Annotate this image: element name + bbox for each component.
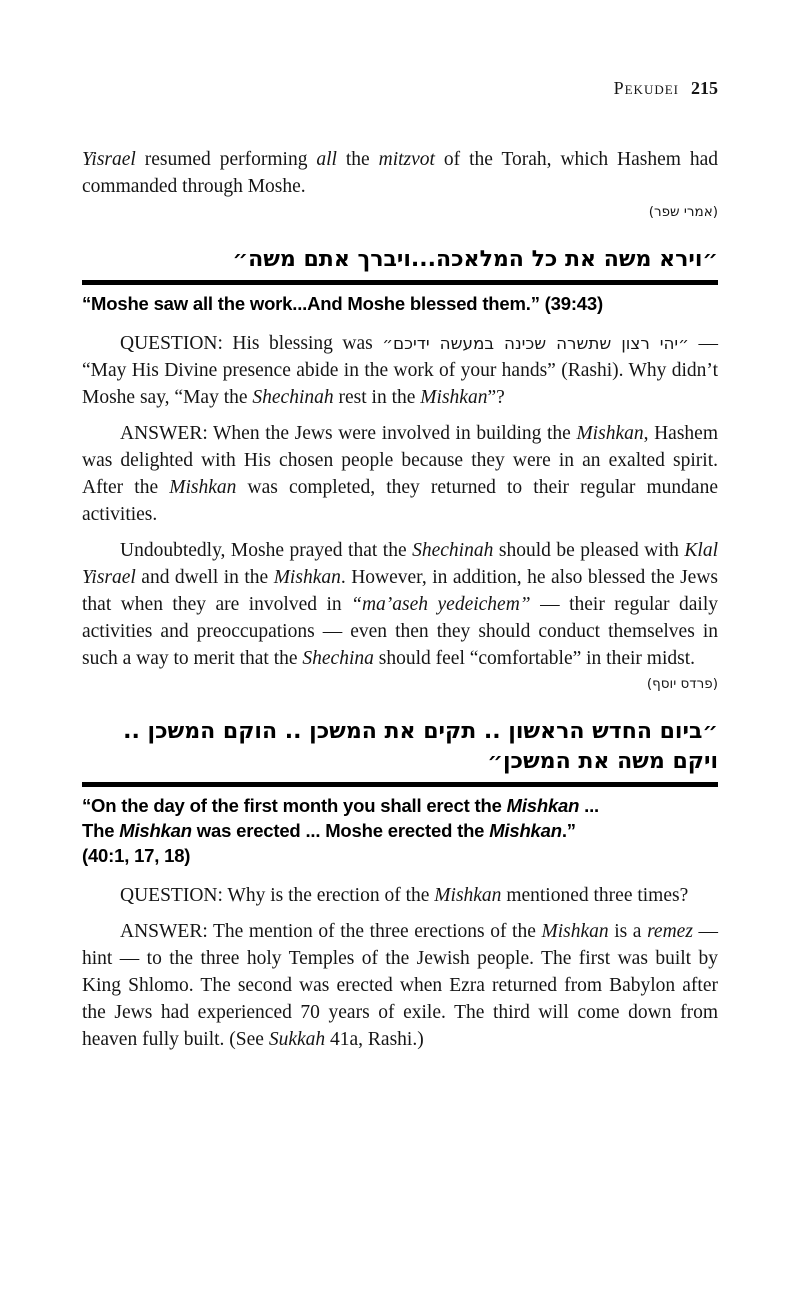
parsha-name: Pekudei — [613, 78, 679, 98]
english-verse-heading: “On the day of the first month you shall erect the Mishkan ... The Mishkan was erected ... Moshe erected the Mishkan.” (40:1, 17, 18) — [82, 795, 599, 866]
hebrew-verse-heading: ״ביום החדש הראשון .. תקים את המשכן .. הוקם המשכן .. ויקם משה את המשכן״ — [123, 719, 718, 774]
source-citation: (אמרי שפר) — [648, 204, 718, 220]
page-number: 215 — [691, 78, 718, 98]
page-header — [82, 78, 718, 98]
answer-paragraph: ANSWER: When the Jews were involved in building the Mishkan, Hashem was delighted with His chosen people because they were in an exalted spirit. After the Mishkan was completed, they returned to their regular mundane activities. — [82, 423, 718, 525]
heading-divider — [82, 782, 718, 787]
question-paragraph: QUESTION: Why is the erection of the Mishkan mentioned three times? — [120, 885, 689, 906]
english-verse-heading: “Moshe saw all the work...And Moshe blessed them.” (39:43) — [82, 293, 603, 314]
commentary-paragraph: Undoubtedly, Moshe prayed that the Shechinah should be pleased with Klal Yisrael and dwell in the Mishkan. However, in addition, he also blessed the Jews that when they are involved in “ma’aseh yedeichem” — their regular daily activities and preoccupations — even then they should conduct themselves in such a way to merit that the Shechina should feel “comfortable” in their midst. — [82, 540, 718, 669]
intro-paragraph: Yisrael resumed performing all the mitzvot of the Torah, which Hashem had commanded through Moshe. — [82, 149, 718, 197]
heading-divider — [82, 280, 718, 285]
book-page — [82, 0, 718, 1053]
commentary-section-2 — [82, 717, 718, 1053]
commentary-section-1 — [82, 245, 718, 693]
hebrew-verse-heading: ״וירא משה את כל המלאכה...ויברך אתם משה״ — [232, 247, 718, 272]
question-paragraph: QUESTION: His blessing was ״יהי רצון שתשרה שכינה במעשה ידיכם״ — “May His Divine presence abide in the work of your hands” (Rashi). Why didn’t Moshe say, “May the Shechinah rest in the Mishkan”? — [82, 333, 718, 408]
source-citation: (פרדס יוסף) — [646, 676, 718, 692]
answer-paragraph: ANSWER: The mention of the three erections of the Mishkan is a remez — hint — to the three holy Temples of the Jewish people. The first was built by King Shlomo. The second was erected when Ezra returned from Babylon after the Jews had experienced 70 years of exile. The third will come down from heaven fully built. (See Sukkah 41a, Rashi.) — [82, 921, 719, 1050]
